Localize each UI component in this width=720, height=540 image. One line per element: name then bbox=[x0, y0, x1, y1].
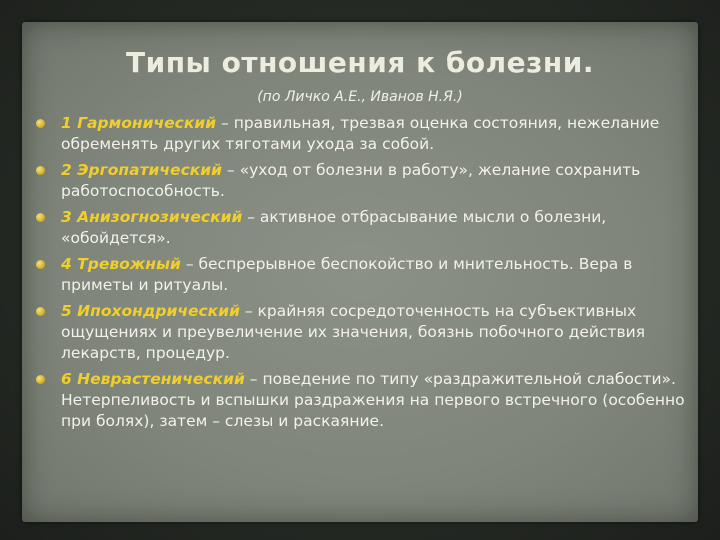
item-term: 1 Гармонический bbox=[61, 114, 217, 132]
item-text: – беспрерывное беспокойство и мнительность. Вера в приметы и ритуалы. bbox=[61, 255, 633, 294]
slide-subtitle: (по Личко А.Е., Иванов Н.Я.) bbox=[257, 89, 463, 105]
item-term: 2 Эргопатический bbox=[61, 161, 222, 179]
list-item bbox=[34, 369, 686, 432]
list-item bbox=[34, 207, 686, 249]
item-text: – активное отбрасывание мысли о болезни, «обойдется». bbox=[61, 208, 607, 247]
item-term: 6 Неврастенический bbox=[61, 370, 245, 388]
item-text: – «уход от болезни в работу», желание сохранить работоспособность. bbox=[61, 161, 641, 200]
item-term: 3 Анизогнозический bbox=[61, 208, 243, 226]
bullet-dot-icon bbox=[36, 307, 45, 316]
item-text: – правильная, трезвая оценка состояния, нежелание обременять других тяготами ухода за собой. bbox=[61, 114, 660, 153]
list-item bbox=[34, 301, 686, 364]
bullet-dot-icon bbox=[36, 213, 45, 222]
item-term: 5 Ипохондрический bbox=[61, 302, 240, 320]
list-item bbox=[34, 160, 686, 202]
item-term: 4 Тревожный bbox=[61, 255, 181, 273]
bullet-dot-icon bbox=[36, 375, 45, 384]
list-item bbox=[34, 113, 686, 155]
item-text: – поведение по типу «раздражительной слабости». Нетерпеливость и вспышки раздражения на первого встречного (особенно при болях), затем – слезы и раскаяние. bbox=[61, 370, 685, 430]
bullet-dot-icon bbox=[36, 260, 45, 269]
bullet-dot-icon bbox=[36, 166, 45, 175]
bullet-dot-icon bbox=[36, 119, 45, 128]
slide-title: Типы отношения к болезни. bbox=[125, 46, 594, 79]
item-text: – крайняя сосредоточенность на субъективных ощущениях и преувеличение их значения, боязнь побочного действия лекарств, процедур. bbox=[61, 302, 646, 362]
list-item bbox=[34, 254, 686, 296]
types-list bbox=[34, 113, 686, 437]
